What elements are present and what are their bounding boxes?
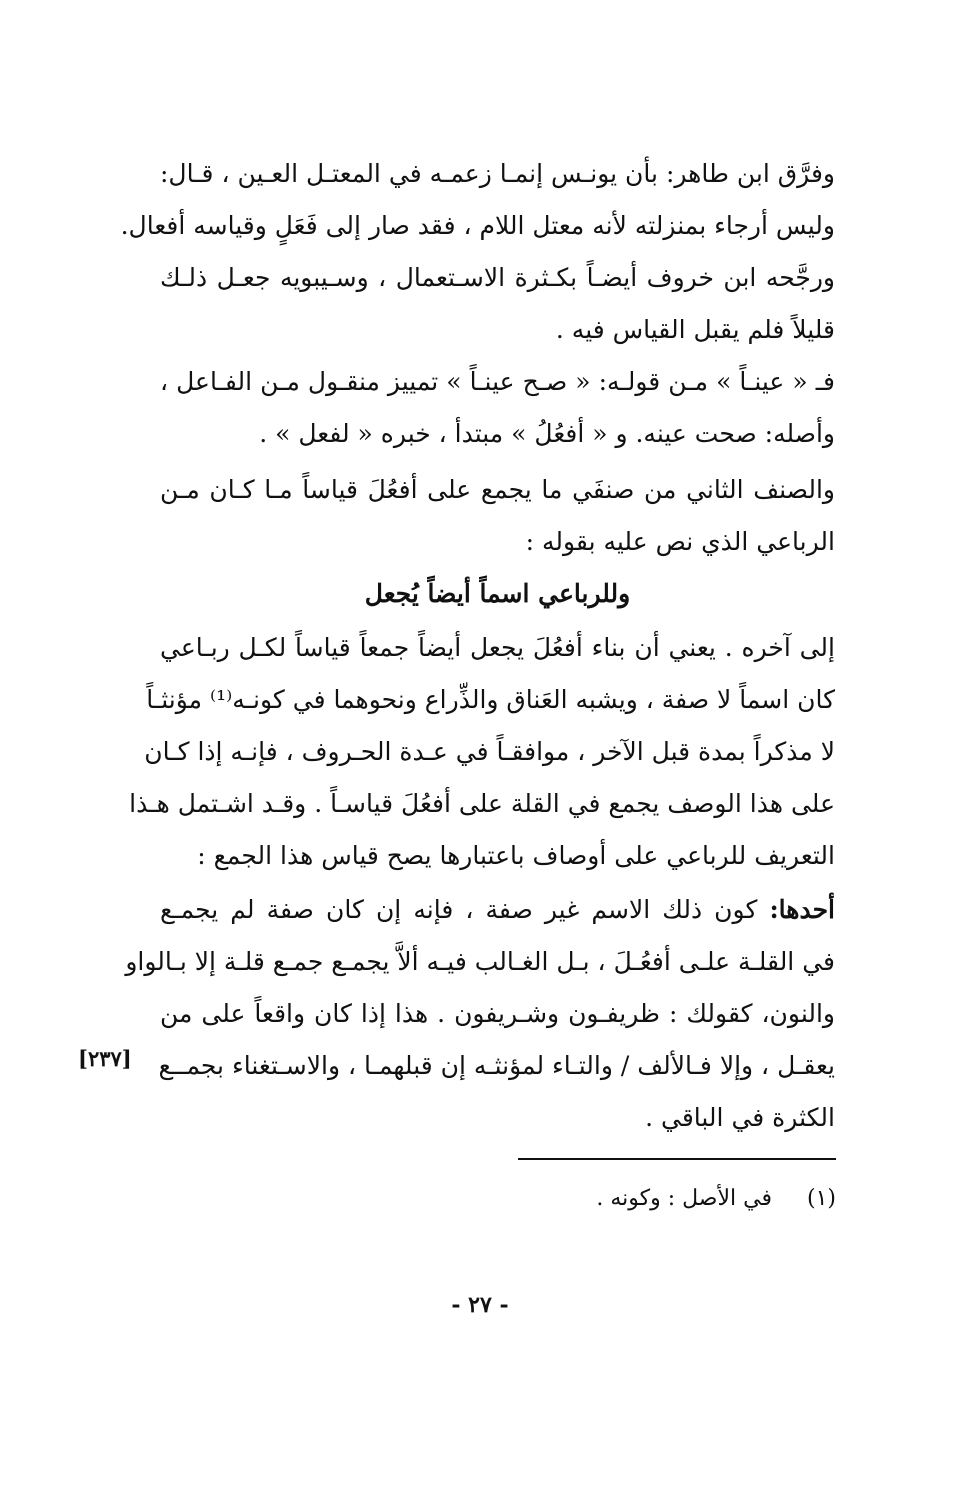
text-line: لا مذكراً بمدة قبل الآخر ، موافقـاً في عـدة الحـروف ، فإنـه إذا كـان (144, 737, 835, 766)
text-line: الرباعي الذي نص عليه بقوله : (525, 527, 835, 556)
text-line: وفرَّق ابن طاهر: بأن يونـس إنمـا زعمـه في المعتـل العـين ، قـال: (160, 159, 835, 188)
text-line: أحدها: كون ذلك الاسم غير صفة ، فإنه إن كان صفة لم يجمـع (160, 895, 835, 924)
footnote (420, 1182, 836, 1216)
bold-lead-word: أحدها: (769, 895, 835, 924)
text-line: والنون، كقولك : ظريفـون وشـريفون . هذا إذا كان واقعاً على من (160, 999, 835, 1028)
footnote-text: في الأصل : وكونه . (596, 1186, 772, 1211)
text-line: التعريف للرباعي على أوصاف باعتبارها يصح قياس هذا الجمع : (197, 841, 835, 870)
text-line: وأصله: صحت عينه. و « أفعُلُ » مبتدأ ، خبره « لفعل » . (259, 419, 835, 448)
page-number: - ٢٧ - (451, 1292, 509, 1318)
text-line: ورجَّحه ابن خروف أيضـاً بكـثرة الاسـتعمال ، وسـيبويه جعـل ذلـك (160, 263, 835, 292)
text-line: كان اسماً لا صفة ، ويشبه العَناق والذِّراع ونحوهما في كونـه⁽¹⁾ مؤنثـاً (146, 685, 835, 714)
text-line: والصنف الثاني من صنفَي ما يجمع على أفعُلَ قياساً مـا كـان مـن (160, 475, 835, 504)
text-line: وليس أرجاء بمنزلته لأنه معتل اللام ، فقد صار إلى فَعَلٍ وقياسه أفعال. (120, 211, 835, 240)
text-line: يعقـل ، وإلا فـالألف / والتـاء لمؤنثـه إن قبلهمـا ، والاسـتغناء بجمــع (158, 1051, 835, 1080)
text-line: فـ « عينـاً » مـن قولـه: « صـح عينـاً » تمييز منقـول مـن الفـاعل ، (160, 367, 835, 396)
text-line: في القلـة علـى أفعُـلَ ، بـل الغـالب فيـه ألاَّ يجمـع جمـع قلـة إلا بـالواو (125, 947, 835, 976)
footnote-divider (518, 1158, 836, 1160)
text-line: الكثرة في الباقي . (645, 1103, 835, 1132)
text-line: قليلاً فلم يقبل القياس فيه . (555, 315, 835, 344)
footnote-number: (١) (806, 1186, 836, 1211)
margin-page-reference: [٢٣٧] (78, 1046, 132, 1071)
text-line: على هذا الوصف يجمع في القلة على أفعُلَ قياسـاً . وقـد اشـتمل هـذا (129, 789, 835, 818)
verse-heading: وللرباعي اسماً أيضاً يُجعل (364, 579, 631, 608)
text-line: إلى آخره . يعني أن بناء أفعُلَ يجعل أيضاً جمعاً قياساً لكـل ربـاعي (160, 633, 835, 662)
